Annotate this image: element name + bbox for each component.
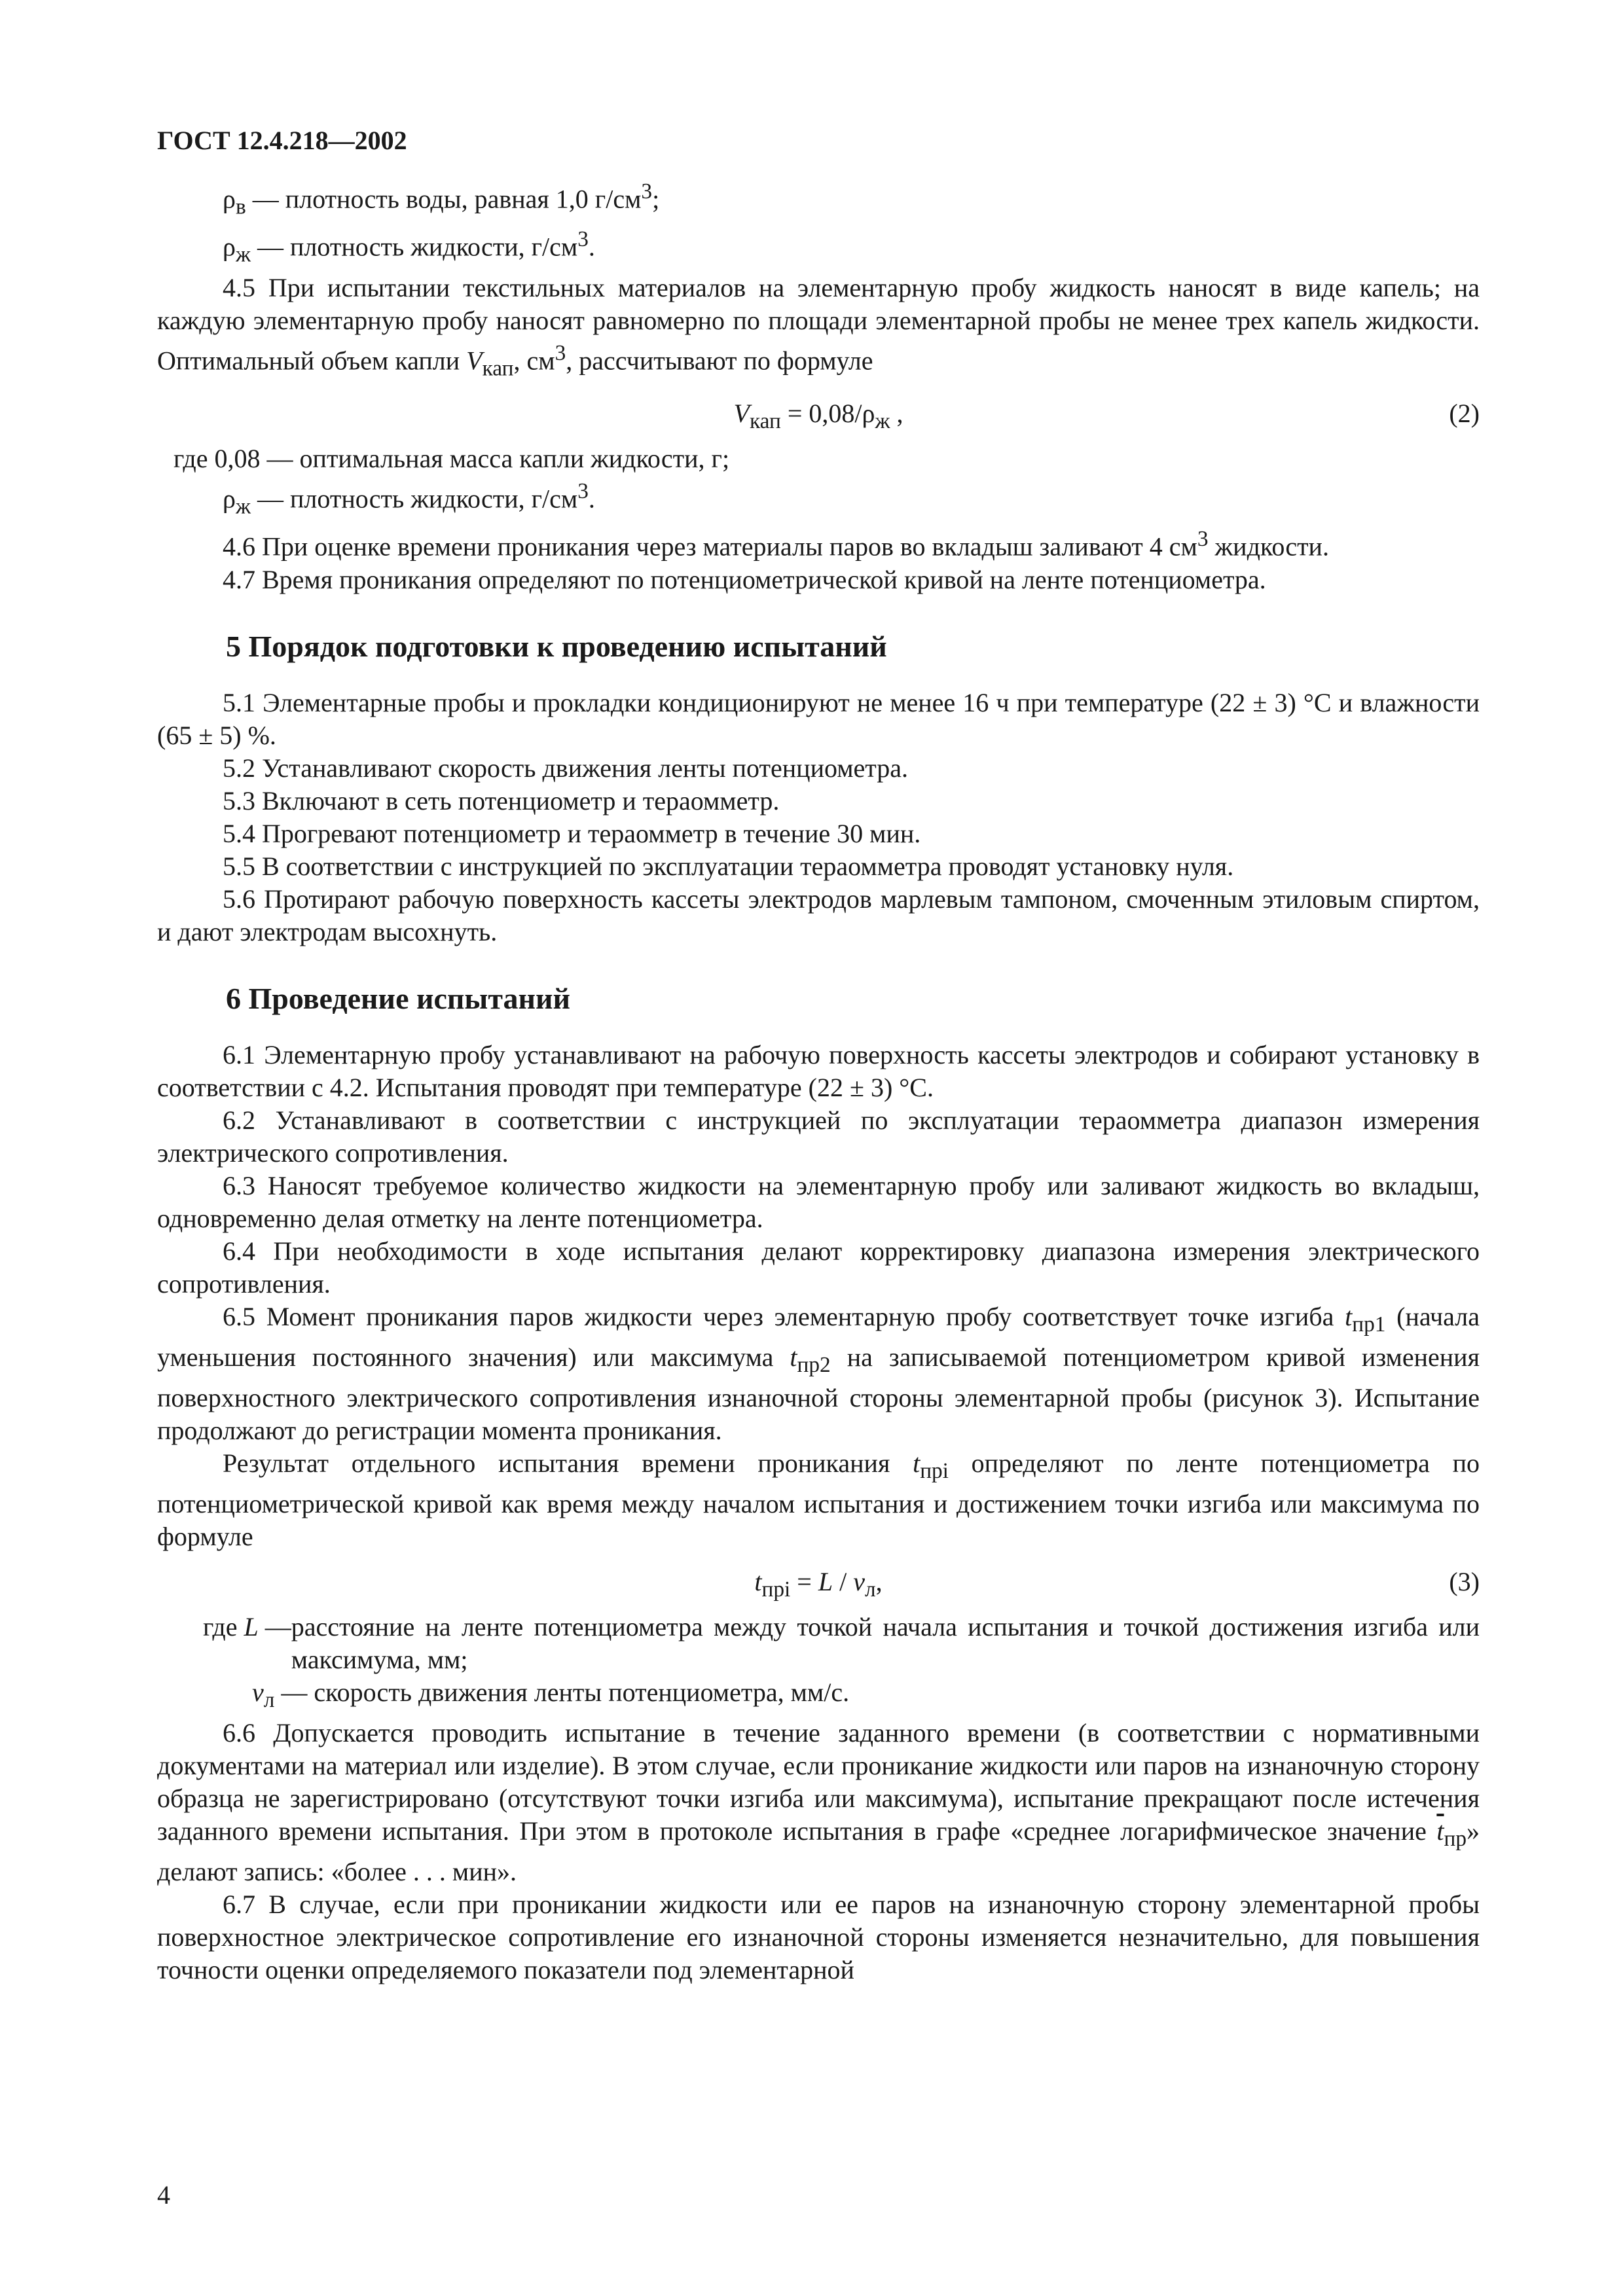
page-number: 4: [157, 2180, 170, 2210]
formula-3: $t_{прi} = L / v_л$, (3): [157, 1558, 1480, 1605]
clause-5-6: 5.6 Протирают рабочую поверхность кассеты электродов марлевым тампоном, смоченным этиловым спиртом, и дают электродам высохнуть.: [157, 884, 1480, 946]
clause-5-3: 5.3 Включают в сеть потенциометр и тераомметр.: [223, 785, 780, 816]
formula-3-number: (3): [1449, 1566, 1480, 1596]
clause-6-2: 6.2 Устанавливают в соответствии с инструкцией по эксплуатации тераомметра диапазон измерения электрического сопротивления.: [157, 1105, 1480, 1168]
clause-5-5: 5.5 В соответствии с инструкцией по эксплуатации тераомметра проводят установку нуля.: [223, 851, 1234, 881]
definition-rho-liquid-2: $\rho_ж$ — плотность жидкости, $г/см^3$.: [223, 478, 595, 519]
document-page: [157, 105, 1480, 2232]
definition-rho-water: $\rho_в$ — плотность воды, равная 1,0 $г/см^3$;: [223, 179, 660, 219]
clause-6-5-result: Результат отдельного испытания времени проникания $t_{прi}$ определяют по ленте потенциометра по потенциометрической кривой как время между началом испытания и достижением точки изгиба или максимума по формуле: [157, 1448, 1480, 1551]
clause-4-7: 4.7 Время проникания определяют по потенциометрической кривой на ленте потенциометра.: [223, 564, 1266, 594]
clause-5-2: 5.2 Устанавливают скорость движения ленты потенциометра.: [223, 753, 909, 783]
clause-6-6: 6.6 Допускается проводить испытание в течение заданного времени (в соответствии с нормативными документами на материал или изделие). В этом случае, если проникание жидкости или паров на изнаночную сторону образца не зарегистрировано (отсутствуют точки изгиба или максимума), испытание прекращают после истечения заданного времени испытания. При этом в протоколе испытания в графе «среднее логарифмическое значение $\overline{t}_{пр}$» делают запись: «более . . . мин».: [157, 1717, 1480, 1886]
definition-0-08: где 0,08 — оптимальная масса капли жидкости, г;: [173, 443, 730, 473]
clause-6-7: 6.7 В случае, если при проникании жидкости или ее паров на изнаночную сторону элементарной пробы поверхностное электрическое сопротивление его изнаночной стороны изменяется незначительно, для повышения точности оценки определяемого показатели под элементарной: [157, 1889, 1480, 1984]
clause-5-1: 5.1 Элементарные пробы и прокладки кондиционируют не менее 16 ч при температуре (22 ± 3) °С и влажности (65 ± 5) %.: [157, 687, 1480, 750]
clause-6-4: 6.4 При необходимости в ходе испытания делают корректировку диапазона измерения электрического сопротивления.: [157, 1236, 1480, 1299]
clause-4-5: 4.5 При испытании текстильных материалов на элементарную пробу жидкость наносят в виде капель; на каждую элементарную пробу наносят равномерно по площади элементарной пробы не менее трех капель жидкости. Оптимальный объем капли $V_{кап}$, $см^3$, рассчитывают по формуле: [157, 272, 1480, 380]
clause-6-1: 6.1 Элементарную пробу устанавливают на рабочую поверхность кассеты электродов и собирают установку в соответствии с 4.2. Испытания проводят при температуре (22 ± 3) °С.: [157, 1039, 1480, 1102]
formula-2: $V_{кап} = 0,08/\rho_ж$ , (2): [157, 390, 1480, 437]
clause-4-6: 4.6 При оценке времени проникания через материалы паров во вкладыш заливают 4 $см^3$ жидкости.: [223, 527, 1329, 562]
document-code: ГОСТ 12.4.218—2002: [157, 126, 407, 155]
definition-v-l: $v_л$ — скорость движения ленты потенциометра, мм/с.: [252, 1677, 850, 1712]
definition-L: где L — расстояние на ленте потенциометра между точкой начала испытания и точкой достижения изгиба или максимума, мм;: [203, 1611, 1480, 1674]
section-6-title: 6 Проведение испытаний: [226, 981, 570, 1015]
formula-2-number: (2): [1449, 398, 1480, 428]
clause-6-3: 6.3 Наносят требуемое количество жидкости на элементарную пробу или заливают жидкость во вкладыш, одновременно делая отметку на ленте потенциометра.: [157, 1170, 1480, 1233]
definition-rho-liquid: $\rho_ж$ — плотность жидкости, $г/см^3$.: [223, 227, 595, 267]
clause-5-4: 5.4 Прогревают потенциометр и тераомметр в течение 30 мин.: [223, 818, 921, 848]
section-5-title: 5 Порядок подготовки к проведению испытаний: [226, 629, 887, 663]
clause-6-5: 6.5 Момент проникания паров жидкости через элементарную пробу соответствует точке изгиба $t_{пр1}$ (начала уменьшения постоянного значения) или максимума $t_{пр2}$ на записываемой потенциометром кривой изменения поверхностного электрического сопротивления изнаночной стороны элементарной пробы (рисунок 3). Испытание продолжают до регистрации момента проникания.: [157, 1301, 1480, 1445]
